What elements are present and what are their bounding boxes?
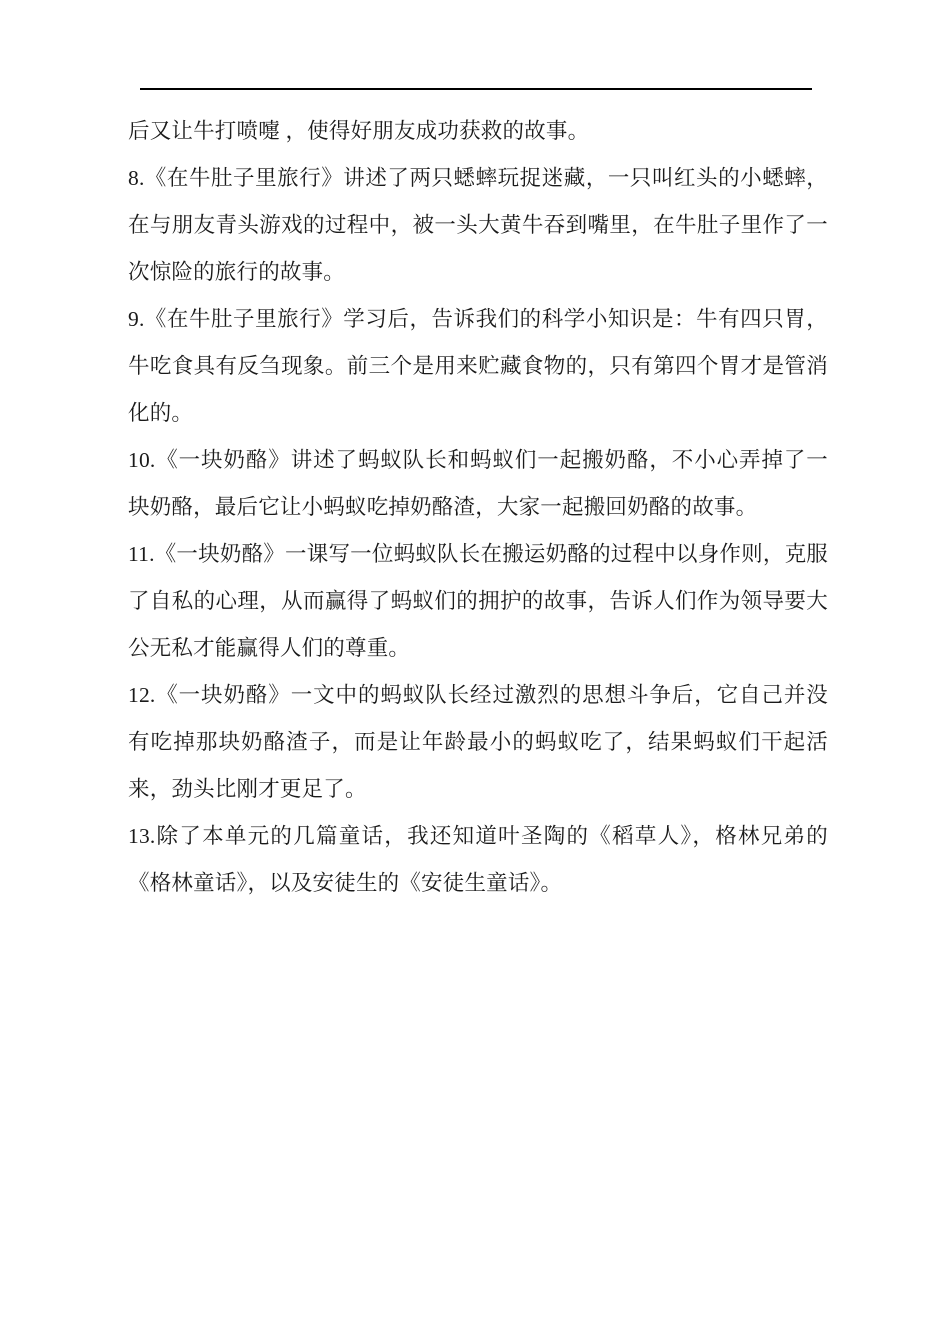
paragraph-item-10: 10.《一块奶酪》讲述了蚂蚁队长和蚂蚁们一起搬奶酪，不小心弄掉了一块奶酪，最后它让小蚂蚁吃掉奶酪渣，大家一起搬回奶酪的故事。 bbox=[128, 448, 828, 519]
paragraph-item-11: 11.《一块奶酪》一课写一位蚂蚁队长在搬运奶酪的过程中以身作则，克服了自私的心理，从而赢得了蚂蚁们的拥护的故事，告诉人们作为领导要大公无私才能赢得人们的尊重。 bbox=[128, 542, 828, 660]
paragraph-item-13: 13.除了本单元的几篇童话，我还知道叶圣陶的《稻草人》，格林兄弟的《格林童话》，以及安徒生的《安徒生童话》。 bbox=[128, 824, 828, 895]
paragraph-item-8: 8.《在牛肚子里旅行》讲述了两只蟋蟀玩捉迷藏，一只叫红头的小蟋蟀，在与朋友青头游戏的过程中，被一头大黄牛吞到嘴里，在牛肚子里作了一次惊险的旅行的故事。 bbox=[128, 166, 828, 284]
paragraph-continuation: 后又让牛打喷嚏 ，使得好朋友成功获救的故事。 bbox=[128, 119, 590, 143]
document-body bbox=[128, 108, 828, 907]
paragraph-item-12: 12.《一块奶酪》一文中的蚂蚁队长经过激烈的思想斗争后，它自己并没有吃掉那块奶酪渣子，而是让年龄最小的蚂蚁吃了，结果蚂蚁们干起活来，劲头比刚才更足了。 bbox=[128, 683, 828, 801]
paragraph-item-9: 9.《在牛肚子里旅行》学习后，告诉我们的科学小知识是：牛有四只胃，牛吃食具有反刍现象。前三个是用来贮藏食物的，只有第四个胃才是管消化的。 bbox=[128, 307, 828, 425]
header-divider-line bbox=[140, 88, 812, 90]
